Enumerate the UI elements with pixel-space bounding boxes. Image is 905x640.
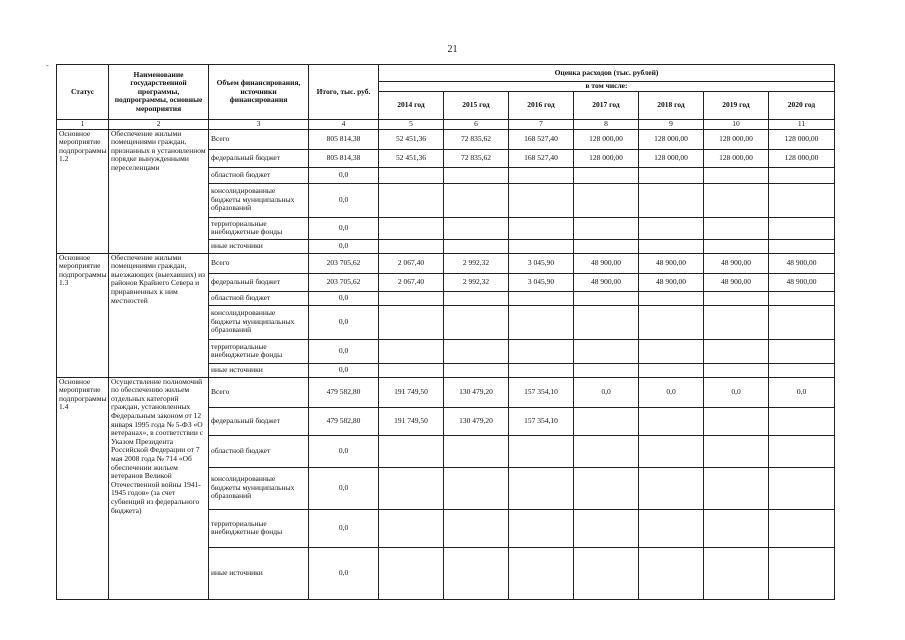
year-value-cell [704,183,769,217]
year-value-cell [379,167,444,183]
column-number: 11 [769,120,835,130]
funding-source-cell: областной бюджет [209,291,309,305]
year-value-cell: 72 835,62 [444,129,509,149]
year-value-cell [574,167,639,183]
year-value-cell: 157 354,10 [509,377,574,407]
year-value-cell [574,407,639,435]
year-value-cell [379,183,444,217]
year-value-cell [574,363,639,377]
funding-source-cell: Всего [209,377,309,407]
year-value-cell: 0,0 [704,377,769,407]
year-value-cell: 128 000,00 [639,129,704,149]
year-value-cell: 128 000,00 [704,149,769,167]
year-value-cell: 52 451,36 [379,129,444,149]
year-value-cell [704,547,769,599]
status-header: Статус [57,65,109,120]
total-cell: 805 814,38 [309,129,379,149]
funding-source-cell: иные источники [209,363,309,377]
program-name-cell: Осуществление полномочий по обеспечению жильем отдельных категорий граждан, установленных Федеральным законом от 12 января 1995 года № 5-ФЗ «О ветеранах», в соответствии с Указом Президента Российской Федерации от 7 мая 2008 года № 714 «Об обеспечении жильем ветеранов Великой Отечественной войны 1941-1945 годов» (за счет субвенций из федерального бюджета) [109,377,209,599]
year-value-cell [574,217,639,239]
year-value-cell: 48 900,00 [574,253,639,273]
year-value-cell: 0,0 [769,377,835,407]
year-value-cell [639,509,704,547]
year-value-cell [509,467,574,509]
status-cell: Основное мероприятие подпрограммы 1.4 [57,377,109,599]
year-value-cell [509,167,574,183]
year-value-cell [704,217,769,239]
year-value-cell [509,509,574,547]
funding-source-cell: иные источники [209,239,309,253]
year-value-cell: 48 900,00 [769,253,835,273]
year-value-cell [769,547,835,599]
total-cell: 479 582,80 [309,407,379,435]
total-cell: 0,0 [309,167,379,183]
year-value-cell: 130 479,20 [444,377,509,407]
year-value-cell [379,305,444,339]
year-value-cell [639,167,704,183]
column-number: 6 [444,120,509,130]
year-value-cell [639,547,704,599]
year-value-cell [704,291,769,305]
total-cell: 0,0 [309,467,379,509]
year-value-cell [509,339,574,363]
year-value-cell [379,435,444,467]
year-value-cell [509,547,574,599]
total-cell: 805 814,38 [309,149,379,167]
funding-volume-header: Объем финансирования, источники финансирования [209,65,309,120]
year-value-cell [379,217,444,239]
year-value-cell [639,217,704,239]
year-value-cell [769,167,835,183]
year-value-cell [704,339,769,363]
total-cell: 0,0 [309,183,379,217]
year-value-cell [444,509,509,547]
year-value-cell [509,217,574,239]
total-cell: 0,0 [309,363,379,377]
year-value-cell [769,239,835,253]
column-number-row [57,120,835,130]
funding-source-cell: консолидированные бюджеты муниципальных образований [209,305,309,339]
column-number: 7 [509,120,574,130]
year-value-cell [379,467,444,509]
program-name-header: Наименование государственной программы, подпрограммы, основные мероприятия [109,65,209,120]
year-value-cell: 2 067,40 [379,273,444,291]
year-value-cell: 168 527,40 [509,149,574,167]
year-value-cell [704,467,769,509]
funding-source-cell: территориальные внебюджетные фонды [209,509,309,547]
total-cell: 0,0 [309,305,379,339]
year-value-cell [444,183,509,217]
year-value-cell: 191 749,50 [379,377,444,407]
year-value-cell [769,339,835,363]
year-value-cell [639,435,704,467]
year-value-cell [639,467,704,509]
year-value-cell [639,183,704,217]
funding-source-cell: консолидированные бюджеты муниципальных образований [209,467,309,509]
year-value-cell [574,305,639,339]
total-header: Итого, тыс. руб. [309,65,379,120]
year-value-cell [639,305,704,339]
year-value-cell [444,239,509,253]
year-value-cell [574,239,639,253]
year-value-cell [704,239,769,253]
total-cell: 203 705,62 [309,253,379,273]
stray-mark: - [46,61,49,70]
year-value-cell: 3 045,90 [509,253,574,273]
year-value-cell [509,239,574,253]
table-body [57,129,835,599]
year-value-cell [639,239,704,253]
column-number: 1 [57,120,109,130]
column-number: 4 [309,120,379,130]
total-cell: 0,0 [309,509,379,547]
year-value-cell: 48 900,00 [704,273,769,291]
year-header: 2016 год [509,92,574,120]
column-number: 8 [574,120,639,130]
year-value-cell [379,547,444,599]
year-value-cell [639,407,704,435]
year-value-cell [509,291,574,305]
year-value-cell: 2 067,40 [379,253,444,273]
year-value-cell: 168 527,40 [509,129,574,149]
year-value-cell [769,363,835,377]
year-value-cell: 72 835,62 [444,149,509,167]
year-value-cell: 0,0 [574,377,639,407]
year-value-cell [574,435,639,467]
year-value-cell [704,363,769,377]
total-cell: 479 582,80 [309,377,379,407]
year-value-cell [379,339,444,363]
year-value-cell: 128 000,00 [574,149,639,167]
year-value-cell: 191 749,50 [379,407,444,435]
year-value-cell: 128 000,00 [574,129,639,149]
year-value-cell [769,509,835,547]
including-header: в том числе: [379,82,835,92]
year-value-cell: 48 900,00 [704,253,769,273]
year-value-cell [574,547,639,599]
funding-source-cell: федеральный бюджет [209,407,309,435]
table-row [57,253,835,273]
year-value-cell [444,217,509,239]
year-value-cell [769,217,835,239]
column-number: 9 [639,120,704,130]
column-number: 2 [109,120,209,130]
year-value-cell [444,435,509,467]
year-value-cell [379,509,444,547]
year-value-cell [444,363,509,377]
column-number: 10 [704,120,769,130]
year-value-cell [704,407,769,435]
budget-table [56,64,835,600]
funding-source-cell: областной бюджет [209,435,309,467]
year-header: 2018 год [639,92,704,120]
funding-source-cell: иные источники [209,547,309,599]
year-value-cell [574,339,639,363]
year-value-cell: 3 045,90 [509,273,574,291]
program-name-cell: Обеспечение жилыми помещениями граждан, выезжающих (выехавших) из районов Крайнего Севера и приравненных к ним местностей [109,253,209,377]
status-cell: Основное мероприятие подпрограммы 1.2 [57,129,109,253]
year-value-cell: 48 900,00 [769,273,835,291]
year-value-cell: 52 451,36 [379,149,444,167]
table-row [57,129,835,149]
year-value-cell [444,467,509,509]
year-header: 2017 год [574,92,639,120]
page-number: 21 [447,44,458,55]
year-value-cell [379,239,444,253]
estimate-header: Оценка расходов (тыс. рублей) [379,65,835,82]
year-value-cell [444,305,509,339]
year-value-cell [574,509,639,547]
year-value-cell [444,291,509,305]
year-value-cell [509,305,574,339]
funding-source-cell: территориальные внебюджетные фонды [209,217,309,239]
year-value-cell [769,435,835,467]
year-value-cell [769,305,835,339]
column-number: 5 [379,120,444,130]
year-value-cell: 2 992,32 [444,273,509,291]
year-value-cell [379,363,444,377]
year-value-cell: 128 000,00 [704,129,769,149]
funding-source-cell: федеральный бюджет [209,273,309,291]
funding-source-cell: областной бюджет [209,167,309,183]
year-value-cell: 48 900,00 [639,273,704,291]
year-value-cell [574,183,639,217]
year-value-cell: 48 900,00 [639,253,704,273]
column-number: 3 [209,120,309,130]
year-header: 2020 год [769,92,835,120]
total-cell: 0,0 [309,239,379,253]
year-value-cell [704,305,769,339]
year-value-cell [639,291,704,305]
funding-source-cell: консолидированные бюджеты муниципальных образований [209,183,309,217]
total-cell: 0,0 [309,339,379,363]
program-name-cell: Обеспечение жилыми помещениями граждан, признанных в установленном порядке вынужденными переселенцами [109,129,209,253]
year-value-cell: 157 354,10 [509,407,574,435]
year-value-cell [639,339,704,363]
total-cell: 0,0 [309,547,379,599]
table-header [57,65,835,130]
total-cell: 0,0 [309,291,379,305]
total-cell: 0,0 [309,217,379,239]
year-value-cell [444,167,509,183]
year-value-cell: 2 992,32 [444,253,509,273]
year-value-cell: 130 479,20 [444,407,509,435]
year-value-cell [769,467,835,509]
year-value-cell [509,183,574,217]
year-value-cell [769,183,835,217]
year-value-cell: 48 900,00 [574,273,639,291]
funding-source-cell: Всего [209,253,309,273]
year-header: 2015 год [444,92,509,120]
year-value-cell [444,339,509,363]
year-value-cell [639,363,704,377]
year-value-cell: 128 000,00 [639,149,704,167]
year-value-cell [574,467,639,509]
year-value-cell [444,547,509,599]
status-cell: Основное мероприятие подпрограммы 1.3 [57,253,109,377]
funding-source-cell: федеральный бюджет [209,149,309,167]
year-value-cell: 128 000,00 [769,129,835,149]
year-value-cell [704,509,769,547]
year-header: 2014 год [379,92,444,120]
year-value-cell [574,291,639,305]
funding-source-cell: территориальные внебюджетные фонды [209,339,309,363]
table-row [57,377,835,407]
year-value-cell [509,363,574,377]
year-value-cell [769,407,835,435]
total-cell: 0,0 [309,435,379,467]
year-value-cell: 0,0 [639,377,704,407]
year-value-cell [509,435,574,467]
year-header: 2019 год [704,92,769,120]
year-value-cell: 128 000,00 [769,149,835,167]
year-value-cell [769,291,835,305]
year-value-cell [704,167,769,183]
year-value-cell [379,291,444,305]
year-value-cell [704,435,769,467]
total-cell: 203 705,62 [309,273,379,291]
funding-source-cell: Всего [209,129,309,149]
